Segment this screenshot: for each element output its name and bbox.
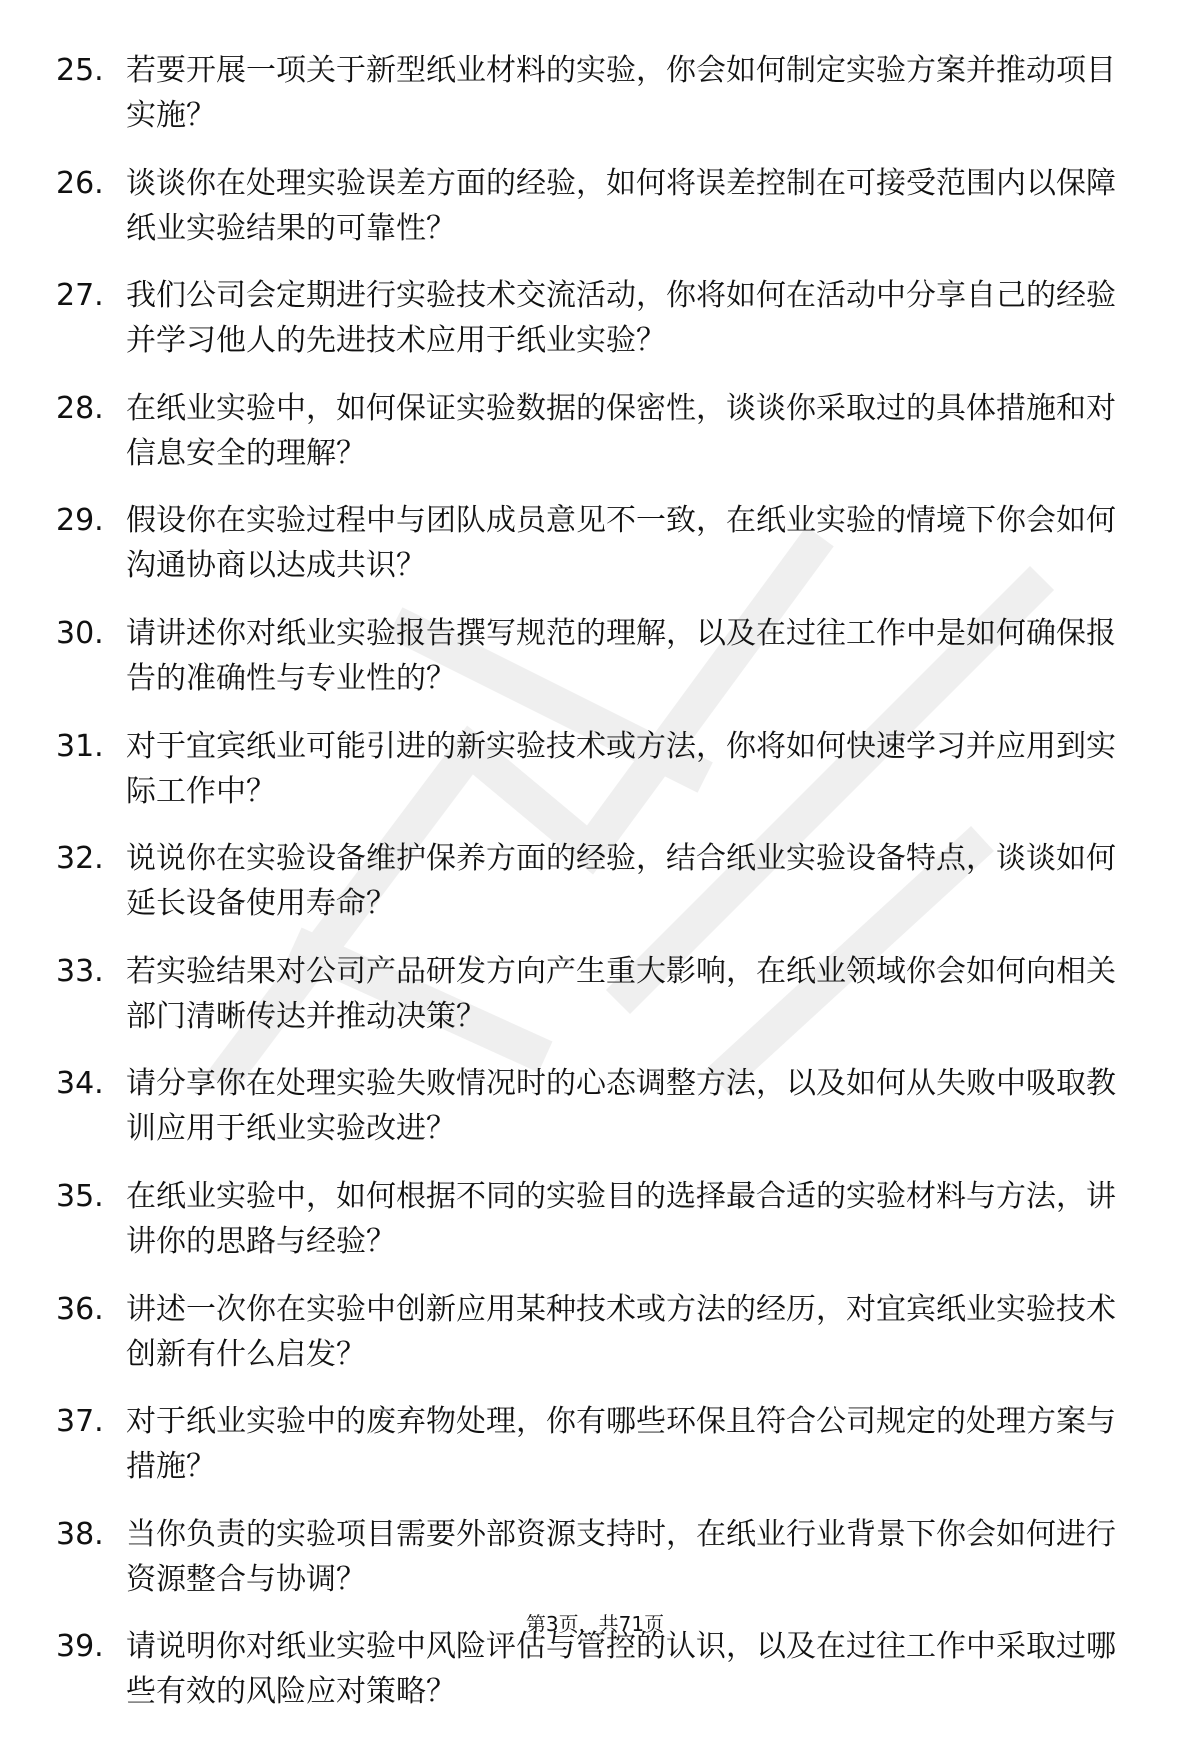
question-item xyxy=(56,1174,1126,1264)
question-number: 33. xyxy=(56,953,104,989)
question-number: 29. xyxy=(56,503,104,539)
page-number-label: 第3页，共71页 xyxy=(525,1612,665,1636)
question-number: 32. xyxy=(56,841,104,877)
question-text: 假设你在实验过程中与团队成员意见不一致，在纸业实验的情境下你会如何沟通协商以达成共识？ xyxy=(126,503,1116,584)
question-text: 当你负责的实验项目需要外部资源支持时，在纸业行业背景下你会如何进行资源整合与协调？ xyxy=(126,1516,1116,1597)
question-text: 请说明你对纸业实验中风险评估与管控的认识，以及在过往工作中采取过哪些有效的风险应对策略？ xyxy=(126,1629,1116,1710)
question-item xyxy=(56,1287,1126,1377)
question-item xyxy=(56,611,1126,701)
question-text: 在纸业实验中，如何根据不同的实验目的选择最合适的实验材料与方法，讲讲你的思路与经验？ xyxy=(126,1178,1116,1259)
question-number: 26. xyxy=(56,165,104,201)
question-text: 请分享你在处理实验失败情况时的心态调整方法，以及如何从失败中吸取教训应用于纸业实验改进？ xyxy=(126,1066,1116,1147)
question-list xyxy=(56,48,1126,1737)
question-text: 若要开展一项关于新型纸业材料的实验，你会如何制定实验方案并推动项目实施？ xyxy=(126,53,1116,133)
question-text: 请讲述你对纸业实验报告撰写规范的理解，以及在过往工作中是如何确保报告的准确性与专业性的？ xyxy=(126,615,1116,696)
question-text: 对于纸业实验中的废弃物处理，你有哪些环保且符合公司规定的处理方案与措施？ xyxy=(126,1404,1116,1485)
question-number: 36. xyxy=(56,1291,104,1327)
question-number: 35. xyxy=(56,1178,104,1214)
page-footer xyxy=(0,1610,1190,1638)
question-text: 对于宜宾纸业可能引进的新实验技术或方法，你将如何快速学习并应用到实际工作中？ xyxy=(126,728,1116,809)
question-text: 说说你在实验设备维护保养方面的经验，结合纸业实验设备特点，谈谈如何延长设备使用寿命？ xyxy=(126,841,1116,922)
question-text: 在纸业实验中，如何保证实验数据的保密性，谈谈你采取过的具体措施和对信息安全的理解？ xyxy=(126,390,1116,471)
question-number: 37. xyxy=(56,1404,104,1440)
question-number: 25. xyxy=(56,53,104,88)
question-item xyxy=(56,836,1126,926)
question-item xyxy=(56,1399,1126,1489)
question-item xyxy=(56,161,1126,251)
question-text: 我们公司会定期进行实验技术交流活动，你将如何在活动中分享自己的经验并学习他人的先进技术应用于纸业实验？ xyxy=(126,278,1116,359)
question-text: 讲述一次你在实验中创新应用某种技术或方法的经历，对宜宾纸业实验技术创新有什么启发？ xyxy=(126,1291,1116,1372)
question-item xyxy=(56,48,1126,138)
question-text: 谈谈你在处理实验误差方面的经验，如何将误差控制在可接受范围内以保障纸业实验结果的可靠性？ xyxy=(126,165,1116,246)
question-number: 38. xyxy=(56,1516,104,1552)
question-number: 39. xyxy=(56,1629,104,1665)
question-number: 34. xyxy=(56,1066,104,1102)
question-number: 28. xyxy=(56,390,104,426)
question-text: 若实验结果对公司产品研发方向产生重大影响，在纸业领域你会如何向相关部门清晰传达并推动决策？ xyxy=(126,953,1116,1034)
question-number: 27. xyxy=(56,278,104,314)
question-number: 31. xyxy=(56,728,104,764)
question-item xyxy=(56,498,1126,588)
question-item xyxy=(56,1512,1126,1602)
question-item xyxy=(56,1061,1126,1151)
question-item xyxy=(56,386,1126,476)
question-item xyxy=(56,273,1126,363)
question-item xyxy=(56,724,1126,814)
question-number: 30. xyxy=(56,615,104,651)
question-item xyxy=(56,949,1126,1039)
